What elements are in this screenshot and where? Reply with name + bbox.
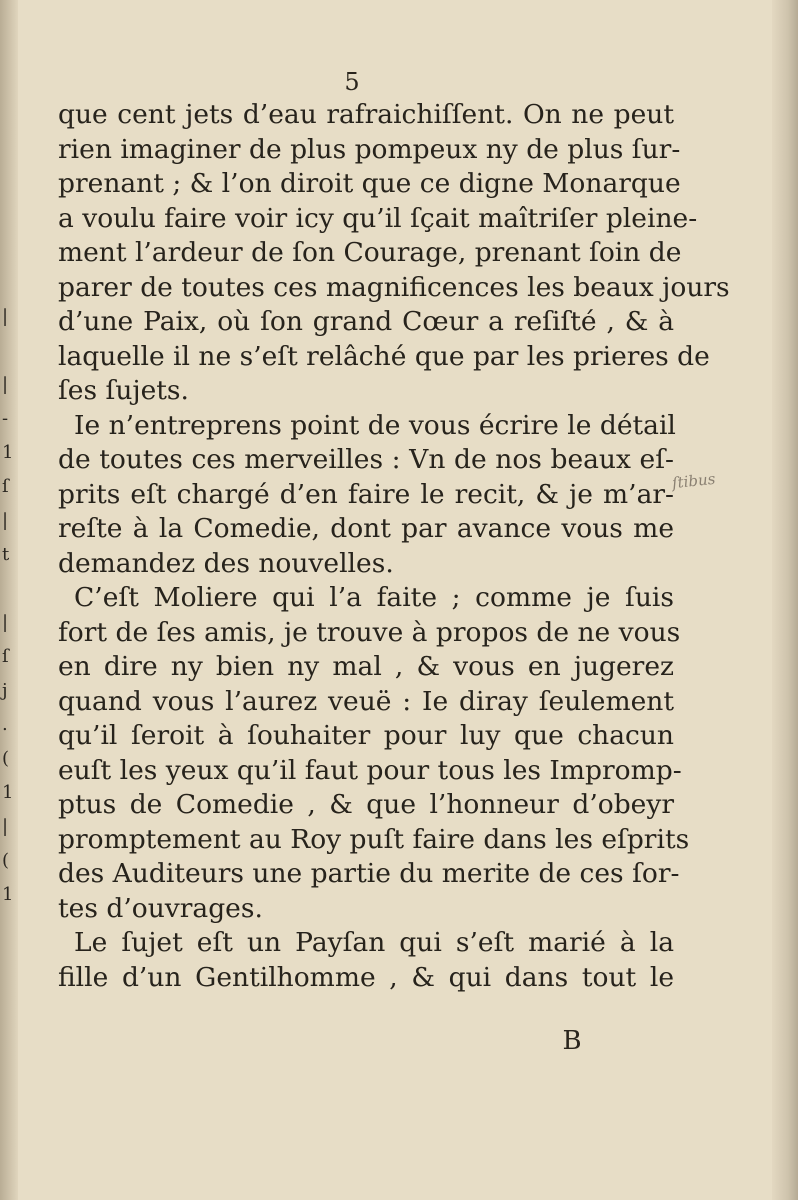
text-line: Le ſujet eſt un Payſan qui s’eſt marié à la: [74, 927, 674, 958]
text-line: en dire ny bien ny mal , & vous en jugerez: [58, 651, 674, 682]
text-line: fort de ſes amis, je trouve à propos de ne vous: [58, 616, 681, 648]
text-line: prits eſt chargé d’en faire le recit, & je m’ar-: [58, 478, 674, 510]
text-line: qu’il ſeroit à ſouhaiter pour luy que chacun: [58, 720, 674, 751]
signature-mark: B: [562, 1026, 582, 1056]
text-line: fille d’un Gentilhomme , & qui dans tout le: [58, 961, 674, 993]
text-line: C’eſt Moliere qui l’a faite ; comme je ſuis: [74, 582, 674, 613]
text-line: demandez des nouvelles.: [58, 547, 394, 579]
text-line: ptus de Comedie , & que l’honneur d’obeyr: [58, 789, 674, 820]
text-line: que cent jets d’eau rafraichiſſent. On ne peut: [58, 99, 674, 130]
text-line: a voulu faire voir icy qu’il ſçait maîtriſer pleine-: [58, 202, 698, 234]
page-edge: [772, 0, 798, 1200]
text-line: laquelle il ne s’eſt relâché que par les prieres de: [58, 340, 710, 372]
page-number: 5: [344, 68, 360, 96]
text-line: des Auditeurs une partie du merite de ces ſor-: [58, 858, 680, 889]
text-line: d’une Paix, où ſon grand Cœur a reſiſté , & à: [58, 306, 674, 337]
text-line: ſes ſujets.: [58, 375, 189, 406]
text-line: ment l’ardeur de ſon Courage, prenant ſoin de: [58, 237, 682, 268]
text-line: prenant ; & l’on diroit que ce digne Monarque: [58, 168, 681, 199]
text-line: quand vous l’aurez veuë : Ie diray ſeulement: [58, 685, 674, 717]
text-line: de toutes ces merveilles : Vn de nos beaux eſ-: [58, 444, 674, 475]
text-line: tes d’ouvrages.: [58, 892, 263, 924]
text-line: promptement au Roy puſt faire dans les eſprits: [58, 823, 690, 855]
text-line: rien imaginer de plus pompeux ny de plus ſur-: [58, 133, 681, 165]
text-line: parer de toutes ces magnificences les beaux jours: [58, 271, 730, 303]
text-line: reſte à la Comedie, dont par avance vous me: [58, 513, 674, 544]
text-line: Ie n’entreprens point de vous écrire le détail: [74, 409, 676, 441]
margin-note: ſtibus: [671, 469, 717, 493]
text-line: euſt les yeux qu’il faut pour tous les Impromp-: [58, 754, 682, 786]
bleed-through-marks: | | - 1 ſ | t | ſ j . ( 1 | ( 1: [2, 306, 14, 905]
